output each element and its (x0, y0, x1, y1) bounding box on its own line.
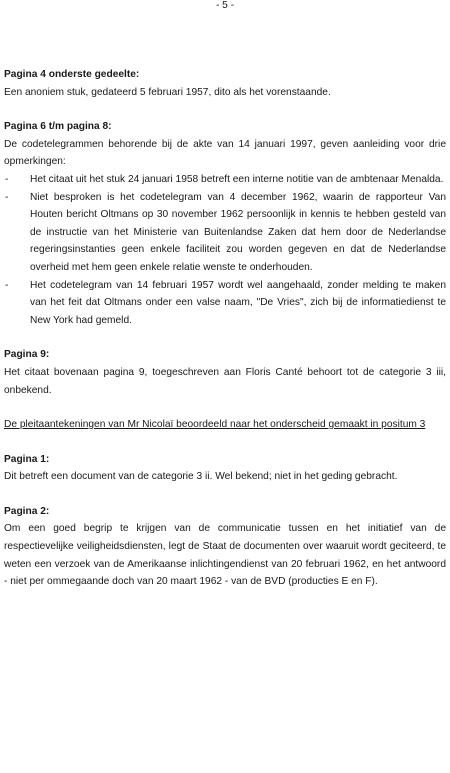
section-heading: Pagina 4 onderste gedeelte: (4, 69, 140, 80)
section-heading: Pagina 2: (4, 505, 50, 517)
subsection-pagina-2 (4, 503, 446, 591)
section-pagina-4 (4, 66, 446, 101)
subsection-pagina-1 (4, 451, 446, 486)
page-number: - 5 - (215, 0, 235, 11)
document-body (4, 66, 446, 591)
section-body: Een anoniem stuk, gedateerd 5 februari 1957, dito als het vorenstaande. (4, 86, 331, 98)
section-body: Om een goed begrip te krijgen van de communicatie tussen en het initiatief van de respectievelijke veiligheidsdiensten, legt de Staat de documenten over waaruit wordt geciteerd, te weten een verzoek van de Amerikaanse inlichtingendienst van 20 februari 1962, en het antwoord - niet per ommegaande doch van 20 maart 1962 - van de BVD (producties E en F). (4, 523, 446, 588)
section-pagina-9 (4, 346, 446, 399)
section-body: Het citaat bovenaan pagina 9, toegeschreven aan Floris Canté behoort tot de categorie 3 iii, onbekend. (4, 366, 446, 396)
section-pagina-6-8 (4, 118, 446, 329)
section-body: Dit betreft een document van de categorie 3 ii. Wel bekend; niet in het geding gebracht. (4, 471, 398, 483)
section-body: De codetelegrammen behorende bij de akte van 14 januari 1997, geven aanleiding voor drie opmerkingen: (4, 138, 446, 168)
remarks-list (4, 171, 446, 329)
list-item: - Niet besproken is het codetelegram van 4 december 1962, waarin de rapporteur Van Houten bericht Oltmans op 30 november 1962 persoonlijk in kennis te hebben gesteld van de instructie van het Ministerie van Buitenlandse Zaken dat hem door de Nederlandse regeringsinstanties geen enkele faciliteit zou worden gegeven en dat de Nederlandse overheid met hem geen enkele relatie wenste te onderhouden. (4, 189, 446, 277)
list-item: - Het codetelegram van 14 februari 1957 wordt wel aangehaald, zonder melding te maken van het feit dat Oltmans onder een valse naam, "De Vries", zich bij de informatiedienst te New York had gemeld. (4, 277, 446, 330)
subtitle: De pleitaantekeningen van Mr Nicolaï beoordeeld naar het onderscheid gemaakt in positum 3 (4, 419, 426, 431)
section-heading: Pagina 1: (4, 453, 50, 465)
section-heading: Pagina 9: (4, 349, 50, 361)
section-heading: Pagina 6 t/m pagina 8: (4, 121, 112, 133)
list-item: - Het citaat uit het stuk 24 januari 1958 betreft een interne notitie van de ambtenaar Menalda. (4, 171, 446, 189)
